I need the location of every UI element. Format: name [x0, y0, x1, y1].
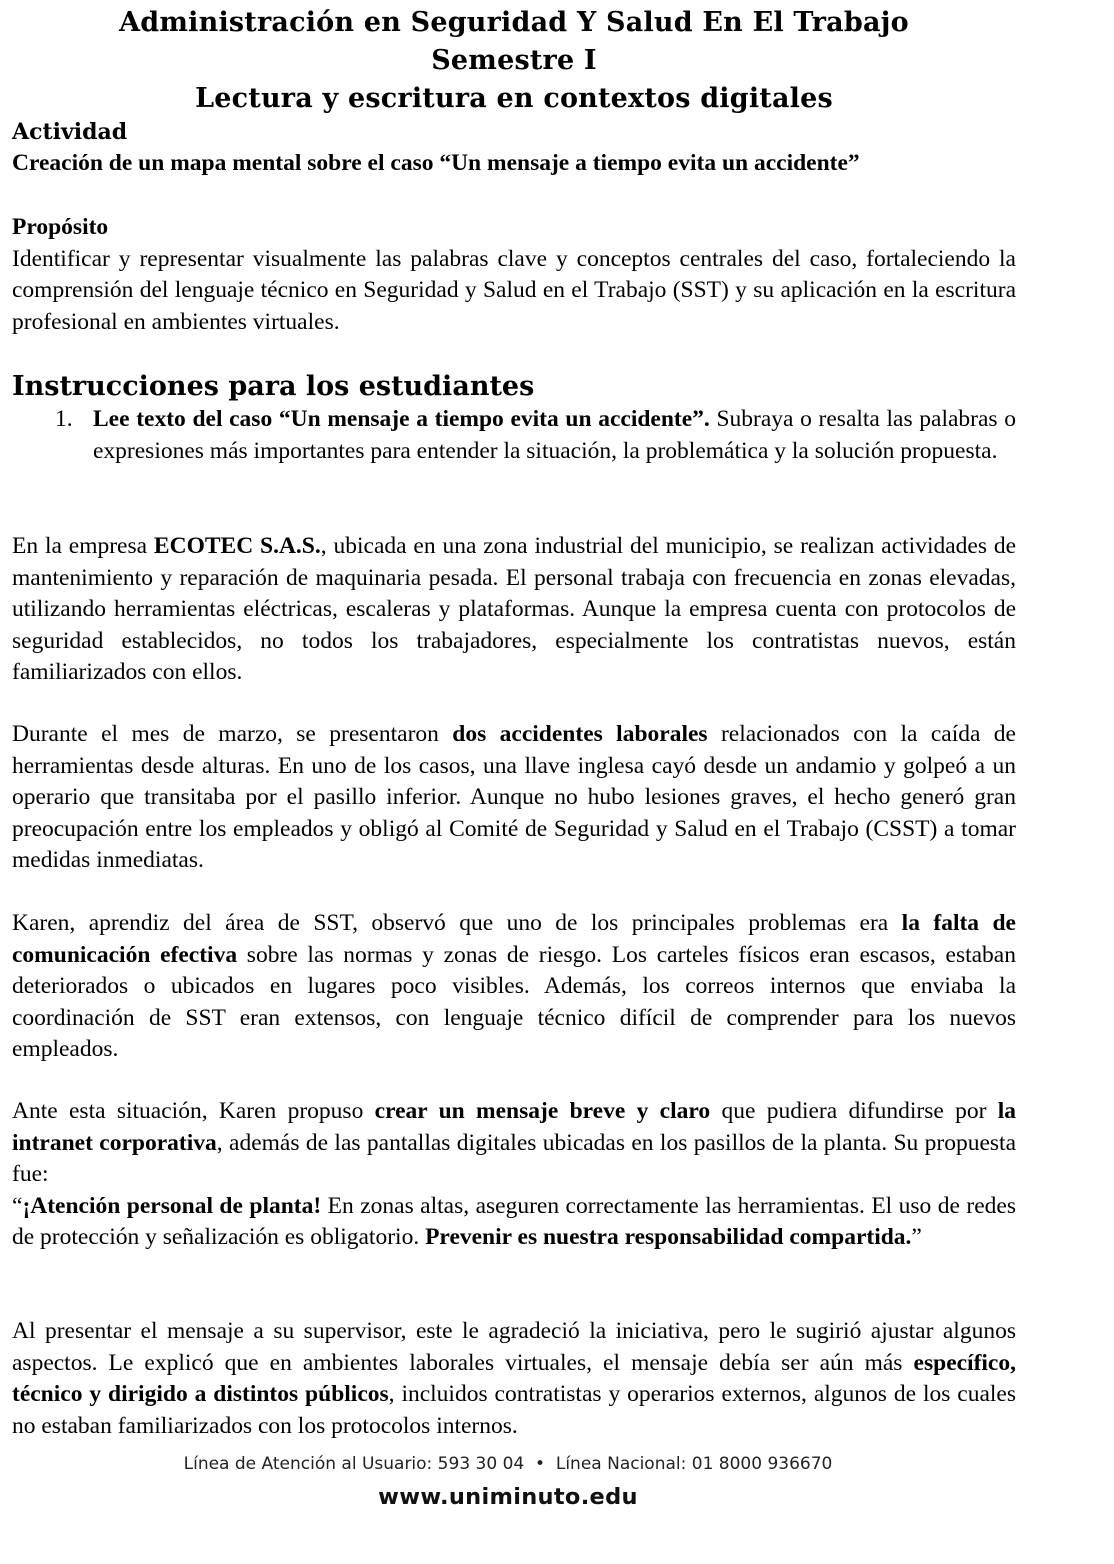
quote-close: ” [911, 1224, 922, 1250]
case-paragraph-5 [12, 1316, 1016, 1442]
quote-bold-2: Prevenir es nuestra responsabilidad compartida. [425, 1224, 912, 1250]
case-paragraph-4 [12, 1096, 1016, 1254]
purpose-label: Propósito [12, 214, 109, 240]
course-title: Lectura y escritura en contextos digitales [195, 83, 833, 114]
purpose-text: Identificar y representar visualmente las palabras clave y conceptos centrales del caso, fortaleciendo la comprensión del lenguaje técnico en Seguridad y Salud en el Trabajo (SST) y su aplicación en la escritura profesional en ambientes virtuales. [12, 245, 1016, 335]
case-p2-bold: dos accidentes laborales [452, 721, 708, 747]
document-header [0, 4, 1028, 118]
case-p3-text-a: Karen, aprendiz del área de SST, observó que uno de los principales problemas era [12, 910, 902, 936]
footer-contact-line: Línea de Atención al Usuario: 593 30 04 • Línea Nacional: 01 8000 936670 [183, 1454, 833, 1474]
purpose-section [12, 212, 1016, 338]
semester-title: Semestre I [431, 45, 597, 76]
case-p1-text-c: , ubicada en una zona industrial del municipio, se realizan actividades de mantenimiento y reparación de maquinaria pesada. El personal trabaja con frecuencia en zonas elevadas, utilizando herramientas eléctricas, escaleras y plataformas. Aunque la empresa cuenta con protocolos de seguridad establecidos, no todos los trabajadores, especialmente los contratistas nuevos, están familiarizados con ellos. [12, 533, 1017, 685]
quote-text: En zonas altas, aseguren correctamente las herramientas. El uso de redes de protección y señalización es obligatorio. [12, 1192, 1016, 1250]
list-item [12, 404, 1016, 467]
list-item-text: Subraya o resalta las palabras o expresiones más importantes para entender la situación, la problemática y la solución propuesta. [93, 406, 1016, 464]
case-p3-text-c: sobre las normas y zonas de riesgo. Los carteles físicos eran escasos, estaban deteriorados o ubicados en lugares poco visibles. Además, los correos internos que enviaba la coordinación de SST eran extensos, con lenguaje técnico difícil de comprender para los nuevos empleados. [12, 941, 1016, 1062]
case-paragraph-2 [12, 719, 1016, 877]
case-p4-bold-1: crear un mensaje breve y claro [374, 1098, 711, 1124]
case-p4-text-e: , además de las pantallas digitales ubicadas en los pasillos de la planta. Su propuesta fue: [12, 1129, 1017, 1187]
case-p4-bold-2: la intranet corporativa [12, 1098, 1017, 1156]
case-p1-text-a: En la empresa [12, 533, 154, 559]
case-p2-text-c: relacionados con la caída de herramientas desde alturas. En uno de los casos, una llave inglesa cayó desde un andamio y golpeó a un operario que transitaba por el pasillo inferior. Aunque no hubo lesiones graves, el hecho generó gran preocupación entre los empleados y obligó al Comité de Seguridad y Salud en el Trabajo (CSST) a tomar medidas inmediatas. [12, 721, 1016, 873]
quote-open: “ [12, 1192, 23, 1219]
case-paragraph-1 [12, 531, 1016, 689]
proposed-message-quote [12, 1191, 1016, 1254]
case-p5-bold: específico, técnico y dirigido a distintos públicos [12, 1349, 1016, 1407]
quote-bold-1: ¡Atención personal de planta! [22, 1192, 322, 1219]
instructions-section [12, 370, 1016, 467]
instructions-list [12, 404, 1016, 467]
company-name: ECOTEC S.A.S. [153, 533, 321, 559]
activity-title: Creación de un mapa mental sobre el caso “Un mensaje a tiempo evita un accidente” [12, 150, 860, 176]
case-p5-text-c: , incluidos contratistas y operarios externos, algunos de los cuales no estaban familiarizados con los protocolos internos. [12, 1381, 1016, 1439]
program-title: Administración en Seguridad Y Salud En El Trabajo [119, 7, 909, 38]
case-p4-text-a: Ante esta situación, Karen propuso [12, 1098, 375, 1124]
case-p5-text-a: Al presentar el mensaje a su supervisor, este le agradeció la iniciativa, pero le sugirió ajustar algunos aspectos. Le explicó que en ambientes laborales virtuales, el mensaje debía ser aún más [12, 1318, 1016, 1376]
activity-label: Actividad [12, 119, 128, 145]
case-p3-bold: la falta de comunicación efectiva [12, 910, 1016, 968]
case-p2-text-a: Durante el mes de marzo, se presentaron [12, 721, 453, 747]
footer-website: www.uniminuto.edu [378, 1484, 638, 1510]
activity-section [12, 116, 1016, 180]
case-p4-text-c: que pudiera difundirse por [710, 1098, 998, 1124]
list-item-bold: Lee texto del caso “Un mensaje a tiempo evita un accidente”. [93, 406, 710, 432]
list-item-number: 1. [55, 406, 73, 432]
instructions-heading: Instrucciones para los estudiantes [12, 371, 535, 402]
case-paragraph-3 [12, 908, 1016, 1066]
